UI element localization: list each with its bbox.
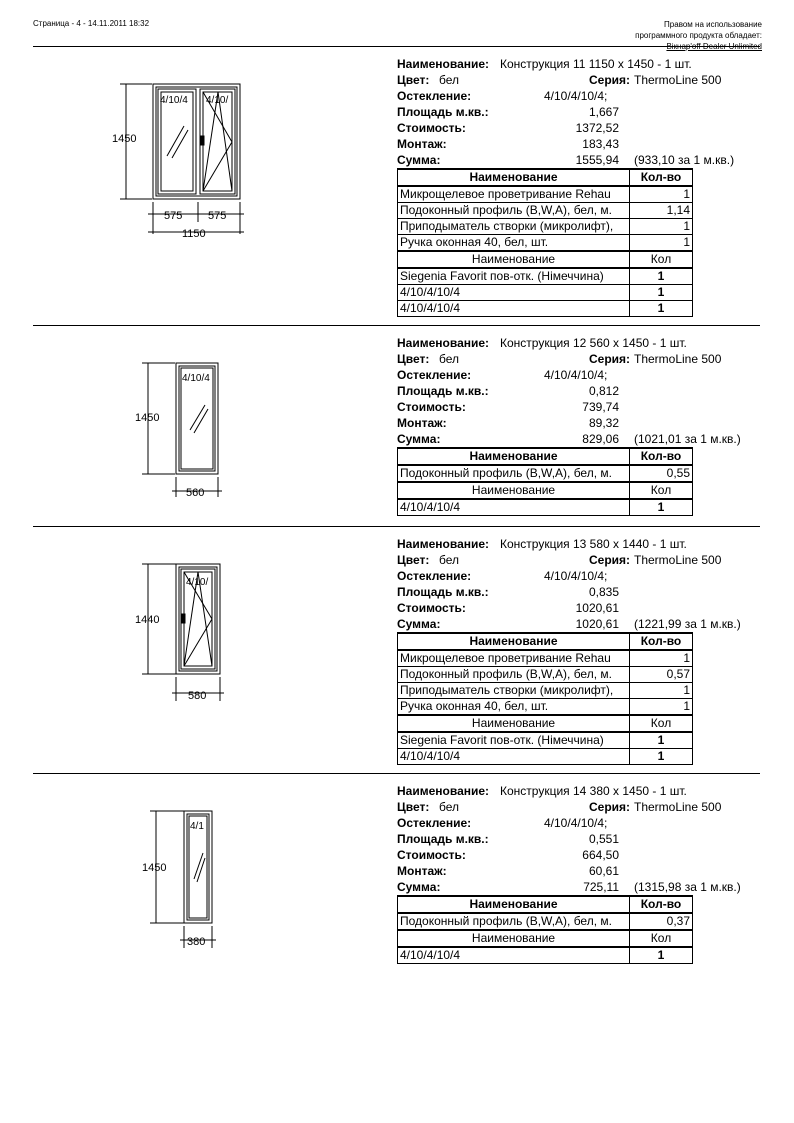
table-row: Приподыматель створки (микролифт), 1 — [398, 683, 693, 699]
construction-info — [397, 536, 757, 763]
th-qty-2: Кол — [630, 715, 693, 732]
glass-label: 4/10/4 — [182, 373, 210, 384]
table-row: Подоконный профиль (B,W,A), бел, м. 1,14 — [398, 203, 693, 219]
license-line-1: Правом на использование — [664, 20, 762, 29]
window-drawing — [0, 335, 390, 505]
series-label: Серия: — [589, 800, 631, 814]
items-table — [397, 447, 693, 516]
page-header-left: Страница - 4 - 14.11.2011 18:32 — [33, 19, 150, 28]
area-value: 0,812 — [588, 384, 619, 398]
window-drawing — [0, 536, 390, 716]
glazing-value: 4/10/4/10/4; — [544, 368, 608, 382]
glass-label: 4/10/ — [186, 577, 209, 588]
th-name: Наименование — [398, 633, 630, 650]
table-row: 4/10/4/10/4 1 — [398, 285, 693, 301]
glazing-value: 4/10/4/10/4; — [544, 569, 608, 583]
color-value: бел — [439, 553, 460, 567]
color-value: бел — [439, 800, 460, 814]
name-label: Наименование: — [397, 537, 490, 551]
separator-line — [33, 325, 760, 326]
th-qty: Кол-во — [630, 633, 693, 650]
price-per-sqm: (933,10 за 1 м.кв.) — [634, 153, 735, 167]
height-label: 1450 — [142, 862, 167, 874]
price-per-sqm: (1315,98 за 1 м.кв.) — [634, 880, 741, 894]
glass-label: 4/10/4 — [160, 95, 188, 106]
separator-line — [33, 46, 760, 47]
table-row: Подоконный профиль (B,W,A), бел, м. 0,57 — [398, 667, 693, 683]
mount-value: 183,43 — [582, 137, 619, 151]
table-row: Микрощелевое проветривание Rehau 1 — [398, 650, 693, 667]
cost-label: Стоимость: — [397, 121, 466, 135]
name-label: Наименование: — [397, 784, 490, 798]
series-label: Серия: — [589, 352, 631, 366]
cost-label: Стоимость: — [397, 848, 466, 862]
table-row: Подоконный профиль (B,W,A), бел, м. 0,37 — [398, 913, 693, 930]
th-qty-2: Кол — [630, 251, 693, 268]
series-value: ThermoLine 500 — [634, 553, 722, 567]
cost-value: 739,74 — [582, 400, 619, 414]
table-row: 4/10/4/10/4 1 — [398, 499, 693, 516]
table-row: Микрощелевое проветривание Rehau 1 — [398, 186, 693, 203]
name-label: Наименование: — [397, 336, 490, 350]
sum-value: 1555,94 — [575, 153, 619, 167]
construction-title: Конструкция 14 380 x 1450 - 1 шт. — [500, 784, 687, 798]
mount-label: Монтаж: — [397, 864, 447, 878]
height-label: 1440 — [135, 614, 160, 626]
th-name-2: Наименование — [398, 715, 630, 732]
name-label: Наименование: — [397, 57, 490, 71]
separator-line — [33, 773, 760, 774]
glazing-label: Остекление: — [397, 816, 472, 830]
th-name-2: Наименование — [398, 930, 630, 947]
sum-label: Сумма: — [397, 153, 441, 167]
series-value: ThermoLine 500 — [634, 352, 722, 366]
color-label: Цвет: — [397, 352, 430, 366]
area-value: 0,551 — [588, 832, 619, 846]
total-width-label: 560 — [186, 487, 205, 499]
table-row: Ручка оконная 40, бел, шт. 1 — [398, 235, 693, 252]
mount-value: 89,32 — [588, 416, 619, 430]
width-label: 575 — [208, 210, 227, 222]
table-row: Ручка оконная 40, бел, шт. 1 — [398, 699, 693, 716]
total-width-label: 1150 — [182, 228, 206, 240]
license-line-2: программного продукта обладает: — [635, 31, 762, 40]
table-row: Siegenia Favorit пов-отк. (Німеччина) 1 — [398, 268, 693, 285]
series-label: Серия: — [589, 73, 631, 87]
items-table — [397, 895, 693, 964]
height-label: 1450 — [135, 412, 160, 424]
th-name-2: Наименование — [398, 482, 630, 499]
glazing-label: Остекление: — [397, 89, 472, 103]
window-drawing — [0, 783, 390, 958]
table-row: 4/10/4/10/4 1 — [398, 301, 693, 317]
sum-label: Сумма: — [397, 880, 441, 894]
items-table — [397, 632, 693, 765]
sum-label: Сумма: — [397, 432, 441, 446]
th-name: Наименование — [398, 896, 630, 913]
glazing-label: Остекление: — [397, 368, 472, 382]
series-value: ThermoLine 500 — [634, 800, 722, 814]
color-value: бел — [439, 352, 460, 366]
construction-title: Конструкция 13 580 x 1440 - 1 шт. — [500, 537, 687, 551]
table-row: Приподыматель створки (микролифт), 1 — [398, 219, 693, 235]
th-name: Наименование — [398, 169, 630, 186]
area-label: Площадь м.кв.: — [397, 585, 489, 599]
mount-label: Монтаж: — [397, 137, 447, 151]
glass-label: 4/1 — [190, 821, 204, 832]
sum-value: 725,11 — [583, 880, 619, 894]
mount-label: Монтаж: — [397, 416, 447, 430]
color-label: Цвет: — [397, 73, 430, 87]
window-drawing — [0, 56, 390, 246]
series-label: Серия: — [589, 553, 631, 567]
color-value: бел — [439, 73, 460, 87]
cost-value: 1372,52 — [575, 121, 619, 135]
height-label: 1450 — [112, 133, 137, 145]
construction-info — [397, 335, 757, 514]
price-per-sqm: (1221,99 за 1 м.кв.) — [634, 617, 741, 631]
width-label: 575 — [164, 210, 183, 222]
construction-info — [397, 56, 757, 315]
area-value: 1,667 — [588, 105, 619, 119]
mount-value: 60,61 — [588, 864, 619, 878]
glazing-value: 4/10/4/10/4; — [544, 89, 608, 103]
cost-label: Стоимость: — [397, 400, 466, 414]
area-label: Площадь м.кв.: — [397, 832, 489, 846]
page-header-right — [635, 19, 762, 52]
glazing-label: Остекление: — [397, 569, 472, 583]
sum-value: 1020,61 — [575, 617, 619, 631]
cost-value: 664,50 — [582, 848, 619, 862]
separator-line — [33, 526, 760, 527]
sum-label: Сумма: — [397, 617, 441, 631]
table-row: Подоконный профиль (B,W,A), бел, м. 0,55 — [398, 465, 693, 482]
th-name-2: Наименование — [398, 251, 630, 268]
construction-title: Конструкция 12 560 x 1450 - 1 шт. — [500, 336, 687, 350]
color-label: Цвет: — [397, 800, 430, 814]
th-qty: Кол-во — [630, 448, 693, 465]
price-per-sqm: (1021,01 за 1 м.кв.) — [634, 432, 741, 446]
area-value: 0,835 — [588, 585, 619, 599]
construction-info — [397, 783, 757, 962]
table-row: 4/10/4/10/4 1 — [398, 749, 693, 765]
area-label: Площадь м.кв.: — [397, 384, 489, 398]
total-width-label: 380 — [187, 936, 206, 948]
th-qty: Кол-во — [630, 896, 693, 913]
cost-label: Стоимость: — [397, 601, 466, 615]
color-label: Цвет: — [397, 553, 430, 567]
th-qty: Кол-во — [630, 169, 693, 186]
glass-label: 4/10/ — [206, 95, 229, 106]
th-qty-2: Кол — [630, 930, 693, 947]
cost-value: 1020,61 — [575, 601, 619, 615]
series-value: ThermoLine 500 — [634, 73, 722, 87]
total-width-label: 580 — [188, 690, 207, 702]
table-row: 4/10/4/10/4 1 — [398, 947, 693, 964]
license-line-3: Вікнар'off Dealer Unlimited — [666, 42, 762, 51]
items-table — [397, 168, 693, 317]
glazing-value: 4/10/4/10/4; — [544, 816, 608, 830]
construction-title: Конструкция 11 1150 x 1450 - 1 шт. — [500, 57, 692, 71]
area-label: Площадь м.кв.: — [397, 105, 489, 119]
sum-value: 829,06 — [582, 432, 619, 446]
th-name: Наименование — [398, 448, 630, 465]
th-qty-2: Кол — [630, 482, 693, 499]
table-row: Siegenia Favorit пов-отк. (Німеччина) 1 — [398, 732, 693, 749]
